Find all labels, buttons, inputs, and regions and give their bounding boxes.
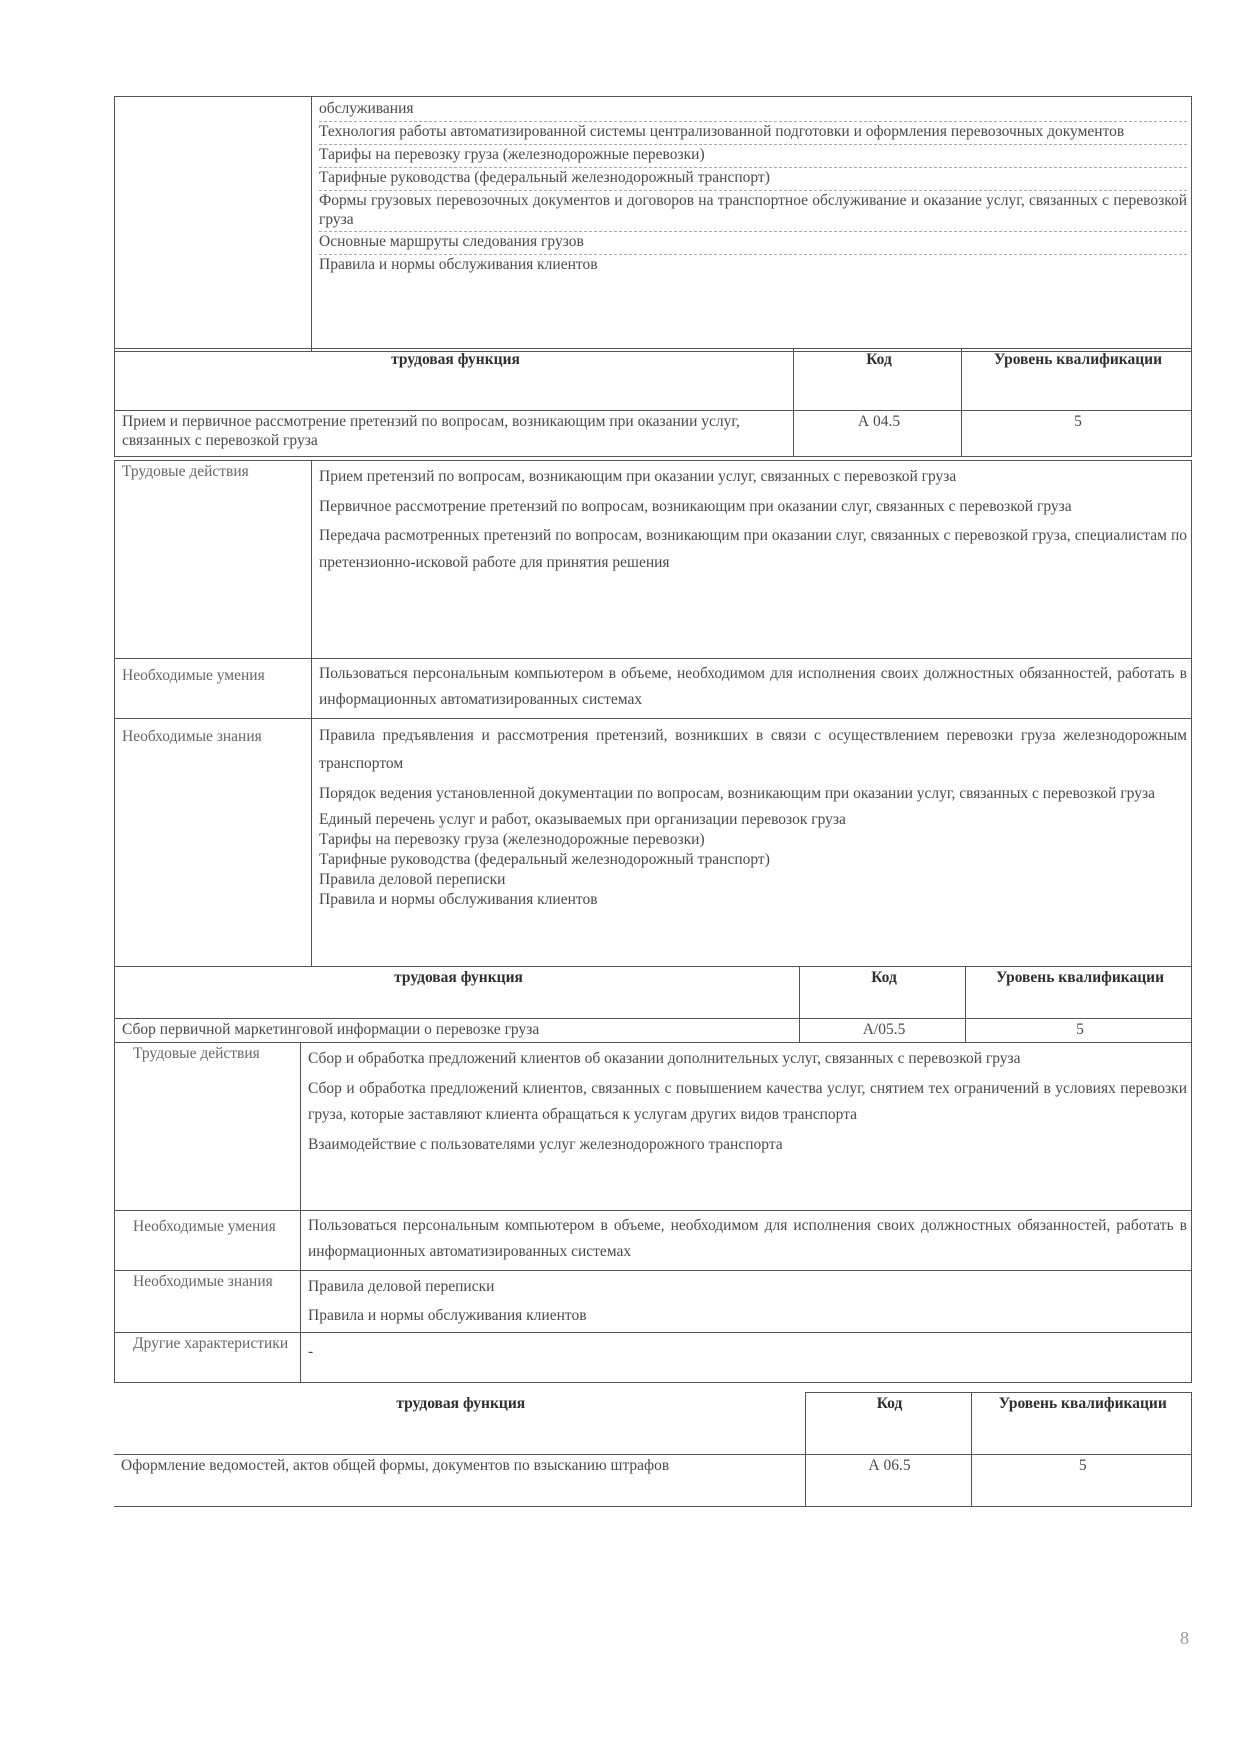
- list-item: обслуживания: [319, 99, 1187, 122]
- knowledge-label: Необходимые знания: [115, 719, 312, 967]
- list-item: Сбор и обработка предложений клиентов, связанных с повышением качества услуг, снятием тех ограничений в условиях перевозки груза, которые заставляют клиента обращаться к услугам других видов транспорта: [308, 1079, 1187, 1124]
- list-item: Правила и нормы обслуживания клиентов: [308, 1306, 587, 1324]
- list-item: Тарифы на перевозку груза (железнодорожные перевозки): [319, 830, 705, 848]
- function-code: А 06.5: [805, 1455, 971, 1507]
- function-label: трудовая функция: [115, 349, 794, 411]
- skills-label: Необходимые умения: [115, 659, 312, 719]
- labor-function-header-a05: [114, 966, 1192, 1043]
- level-label: Уровень квалификации: [962, 349, 1192, 411]
- list-item: Единый перечень услуг и работ, оказываемых при организации перевозок груза: [319, 810, 846, 828]
- knowledge-continuation-table: [114, 96, 1192, 352]
- code-label: Код: [794, 349, 962, 411]
- qualification-level: 5: [966, 1019, 1192, 1043]
- knowledge-list: [312, 719, 1192, 967]
- knowledge-list: [312, 97, 1192, 352]
- function-name: Прием и первичное рассмотрение претензий по вопросам, возникающим при оказании услуг, связанных с перевозкой груза: [115, 411, 794, 457]
- list-item: Правила деловой переписки: [319, 871, 506, 889]
- function-name: Оформление ведомостей, актов общей формы, документов по взысканию штрафов: [114, 1455, 805, 1507]
- level-label: Уровень квалификации: [966, 967, 1192, 1019]
- code-label: Код: [805, 1393, 971, 1455]
- knowledge-list: [301, 1271, 1192, 1333]
- function-name: Сбор первичной маркетинговой информации о перевозке груза: [115, 1019, 800, 1043]
- list-item: Правила деловой переписки: [308, 1278, 495, 1295]
- function-label: трудовая функция: [114, 1393, 805, 1455]
- list-item: Тарифные руководства (федеральный железнодорожный транспорт): [319, 168, 1187, 191]
- list-item: Правила и нормы обслуживания клиентов: [319, 891, 598, 909]
- list-item: Тарифы на перевозку груза (железнодорожные перевозки): [319, 145, 1187, 168]
- page-number: 8: [1180, 1628, 1189, 1648]
- skills-text: Пользоваться персональным компьютером в объеме, необходимом для исполнения своих должностных обязанностей, работать в информационных автоматизированных системах: [301, 1211, 1192, 1271]
- actions-label: Трудовые действия: [115, 1043, 301, 1211]
- qualification-level: 5: [962, 411, 1192, 457]
- actions-list: [301, 1043, 1192, 1211]
- list-item: Прием претензий по вопросам, возникающим при оказании услуг, связанных с перевозкой груза: [319, 468, 957, 485]
- function-code: А 04.5: [794, 411, 962, 457]
- list-item: Первичное рассмотрение претензий по вопросам, возникающим при оказании слуг, связанных с перевозкой груза: [319, 497, 1072, 515]
- empty-label-cell: [115, 97, 312, 352]
- function-label: трудовая функция: [115, 967, 800, 1019]
- list-item: Порядок ведения установленной документации по вопросам, возникающим при оказании услуг, связанных с перевозкой груза: [319, 785, 1155, 803]
- list-item: Технология работы автоматизированной системы централизованной подготовки и оформления перевозочных документов: [319, 122, 1187, 145]
- list-item: Правила предъявления и рассмотрения претензий, возникших в связи с осуществлением перевозки груза железнодорожным транспортом: [319, 727, 1187, 772]
- labor-function-details-a05: [114, 1042, 1192, 1383]
- level-label: Уровень квалификации: [971, 1393, 1192, 1455]
- skills-text: Пользоваться персональным компьютером в объеме, необходимом для исполнения своих должностных обязанностей, работать в информационных автоматизированных системах: [312, 659, 1192, 719]
- actions-label: Трудовые действия: [115, 461, 312, 659]
- labor-function-header-a06: [114, 1392, 1192, 1507]
- function-code: А/05.5: [800, 1019, 966, 1043]
- other-text: -: [301, 1333, 1192, 1383]
- skills-label: Необходимые умения: [115, 1211, 301, 1271]
- list-item: Правила и нормы обслуживания клиентов: [319, 256, 598, 274]
- list-item: Передача расмотренных претензий по вопросам, возникающим при оказании слуг, связанных с перевозкой груза, специалистам по претензионно-исковой работе для принятия решения: [319, 527, 1187, 571]
- labor-function-header-a04: [114, 348, 1192, 457]
- list-item: Формы грузовых перевозочных документов и договоров на транспортное обслуживание и оказание услуг, связанных с перевозкой груза: [319, 191, 1187, 233]
- list-item: Тарифные руководства (федеральный железнодорожный транспорт): [319, 851, 770, 869]
- knowledge-label: Необходимые знания: [115, 1271, 301, 1333]
- qualification-level: 5: [971, 1455, 1192, 1507]
- list-item: Взаимодействие с пользователями услуг железнодорожного транспорта: [308, 1135, 783, 1153]
- list-item: Сбор и обработка предложений клиентов об оказании дополнительных услуг, связанных с перевозкой груза: [308, 1050, 1021, 1067]
- code-label: Код: [800, 967, 966, 1019]
- labor-function-details-a04: [114, 460, 1192, 967]
- actions-list: [312, 461, 1192, 659]
- list-item: Основные маршруты следования грузов: [319, 232, 1187, 255]
- other-label: Другие характеристики: [115, 1333, 301, 1383]
